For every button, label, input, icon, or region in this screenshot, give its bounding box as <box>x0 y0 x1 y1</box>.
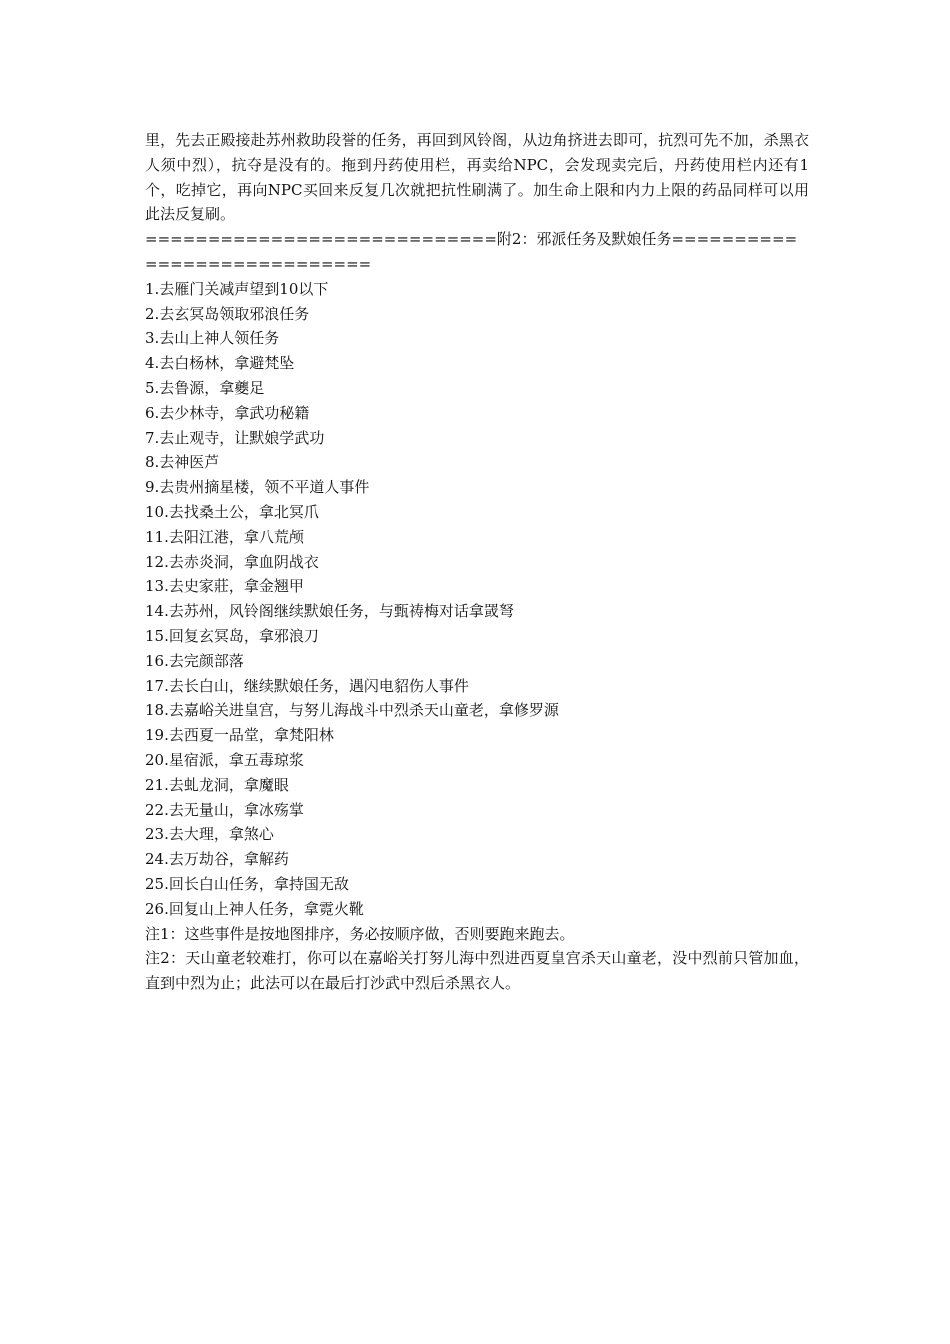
list-item: 4.去白杨林，拿避梵坠 <box>145 354 295 373</box>
document-page <box>145 128 809 996</box>
list-item: 25.回长白山任务，拿持国无敌 <box>145 874 349 893</box>
list-item: 8.去神医芦 <box>145 453 220 472</box>
list-item: 13.去史家莊，拿金翘甲 <box>145 577 304 596</box>
list-item: 18.去嘉峪关进皇宫，与努儿海战斗中烈杀天山童老，拿修罗源 <box>145 701 559 720</box>
list-item: 14.去苏州，风铃阁继续默娘任务，与甄祷梅对话拿罭弩 <box>145 602 514 621</box>
list-item: 17.去长白山，继续默娘任务，遇闪电貂伤人事件 <box>145 676 469 695</box>
list-item: 1.去雁门关减声望到10以下 <box>145 279 329 298</box>
list-item: 7.去止观寺，让默娘学武功 <box>145 428 325 447</box>
list-item: 12.去赤炎洞，拿血阴战衣 <box>145 552 319 571</box>
list-item: 22.去无量山，拿冰殇掌 <box>145 800 304 819</box>
list-item: 2.去玄冥岛领取邪浪任务 <box>145 304 310 323</box>
intro-paragraph: 里，先去正殿接赴苏州救助段誉的任务，再回到风铃阁，从边角挤进去即可，抗烈可先不加，杀黑衣人须中烈），抗夺是没有的。拖到丹药使用栏，再卖给NPC，会发现卖完后，丹药使用栏内还有1个，吃掉它，再向NPC买回来反复几次就把抗性刷满了。加生命上限和内力上限的药品同样可以用此法反复刷。 <box>145 131 809 224</box>
list-item: 20.星宿派，拿五毒琼浆 <box>145 750 304 769</box>
list-item: 21.去虬龙洞，拿魔眼 <box>145 775 289 794</box>
note-1: 注1：这些事件是按地图排序，务必按顺序做，否则要跑来跑去。 <box>145 924 575 943</box>
list-item: 10.去找桑土公，拿北冥爪 <box>145 502 319 521</box>
list-item: 16.去完颜部落 <box>145 651 244 670</box>
list-item: 15.回复玄冥岛，拿邪浪刀 <box>145 626 319 645</box>
section-heading: ============================附2：邪派任务及默娘任务============================ <box>145 230 798 273</box>
list-item: 26.回复山上神人任务，拿霓火靴 <box>145 899 364 918</box>
list-item: 23.去大理，拿煞心 <box>145 825 274 844</box>
list-item: 11.去阳江港，拿八荒颅 <box>145 527 304 546</box>
list-item: 19.去西夏一品堂，拿梵阳林 <box>145 726 334 745</box>
list-item: 24.去万劫谷，拿解药 <box>145 850 289 869</box>
list-item: 6.去少林寺，拿武功秘籍 <box>145 403 310 422</box>
note-2: 注2：天山童老较难打，你可以在嘉峪关打努儿海中烈进西夏皇宫杀天山童老，没中烈前只管加血，直到中烈为止；此法可以在最后打沙武中烈后杀黑衣人。 <box>145 949 809 993</box>
list-item: 5.去鲁源，拿夔足 <box>145 378 265 397</box>
list-item: 9.去贵州摘星楼，领不平道人事件 <box>145 478 370 497</box>
task-step-list <box>145 277 809 922</box>
list-item: 3.去山上神人领任务 <box>145 329 280 348</box>
